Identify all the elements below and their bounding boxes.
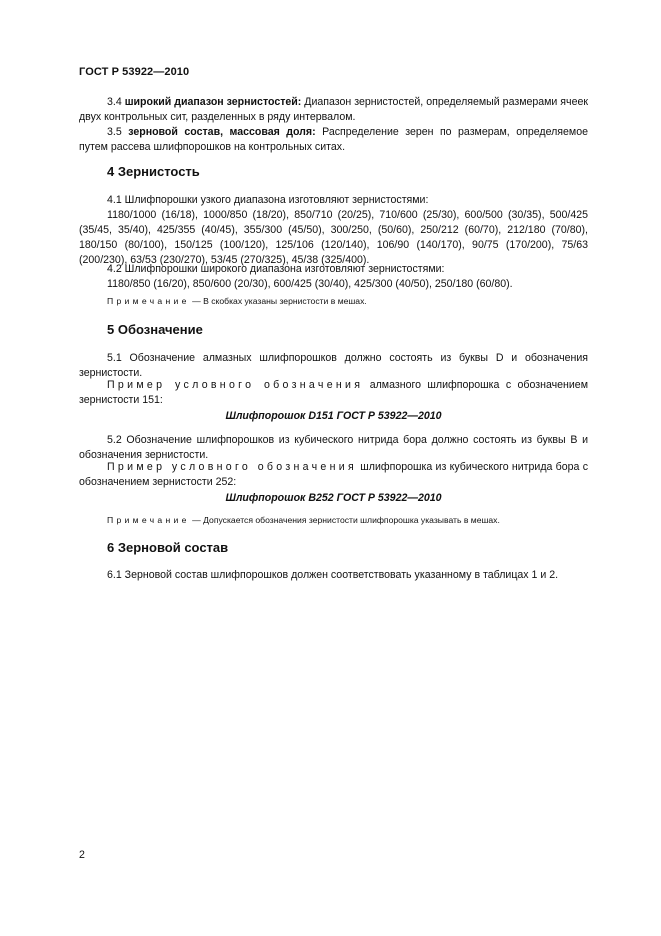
grit-list-wide: 1180/850 (16/20), 850/600 (20/30), 600/425 (30/40), 425/300 (40/50), 250/180 (60/80). [107,278,513,290]
definition: Распределение зерен по размерам, определяемое путем рассева шлифпорошков на контрольных ситах. [79,126,588,153]
paragraph-4-1: 4.1 Шлифпорошки узкого диапазона изготовляют зернистостями: [107,194,429,206]
example-label: Пример условного обозначения [107,379,364,391]
clause-number: 3.4 [107,96,122,108]
example-text: шлифпорошка из кубического нитрида бора с обозначением зернистости 252: [79,461,588,488]
paragraph-3-4 [79,95,588,125]
example-label: Пример условного обозначения [107,461,358,473]
example-1 [79,378,588,408]
section-heading-5: 5 Обозначение [107,322,203,337]
note-section-4 [107,296,367,306]
paragraph-3-5 [79,125,588,155]
example-2 [79,460,588,490]
term: зерновой состав, массовая доля: [128,126,316,138]
section-heading-4: 4 Зернистость [107,164,200,179]
paragraph-4-2: 4.2 Шлифпорошки широкого диапазона изготовляют зернистостями: [107,263,445,275]
note-text: — В скобках указаны зернистости в мешах. [189,296,367,306]
note-section-5 [107,515,500,525]
term: широкий диапазон зернистостей: [124,96,302,108]
note-label: Примечание [107,296,190,306]
page-number: 2 [79,849,85,861]
paragraph-5-1: 5.1 Обозначение алмазных шлифпорошков должно состоять из буквы D и обозначения зернистости. [79,352,588,379]
example-designation-2: Шлифпорошок В252 ГОСТ Р 53922—2010 [225,492,442,504]
definition: Диапазон зернистостей, определяемый размерами ячеек двух контрольных сит, разделенных в ряду интервалом. [79,96,588,123]
clause-number: 3.5 [107,126,122,138]
document-header: ГОСТ Р 53922—2010 [79,66,190,78]
example-designation-1: Шлифпорошок D151 ГОСТ Р 53922—2010 [225,410,442,422]
paragraph-6-1: 6.1 Зерновой состав шлифпорошков должен соответствовать указанному в таблицах 1 и 2. [107,569,559,581]
grit-list-narrow: 1180/1000 (16/18), 1000/850 (18/20), 850/710 (20/25), 710/600 (25/30), 600/500 (30/35), 500/425 (35/45, 35/40), 425/355 (40/45), 355/300 (45/50), 300/250, (50/60), 250/212 (60/70), 212/180 (70/80), 180/150 (80/100), 150/125 (100/120), 125/106 (120/140), 106/90 (140/170), 90/75 (170/200), 75/63 (200/230), 63/53 (230/270), 53/45 (270/325), 45/38 (325/400). [79,209,588,266]
note-label: Примечание [107,515,190,525]
section-heading-6: 6 Зерновой состав [107,540,229,555]
example-text: алмазного шлифпорошка с обозначением зернистости 151: [79,379,588,406]
note-text: — Допускается обозначения зернистости шлифпорошка указывать в мешах. [189,515,500,525]
paragraph-5-2: 5.2 Обозначение шлифпорошков из кубического нитрида бора должно состоять из буквы В и обозначения зернистости. [79,434,588,461]
